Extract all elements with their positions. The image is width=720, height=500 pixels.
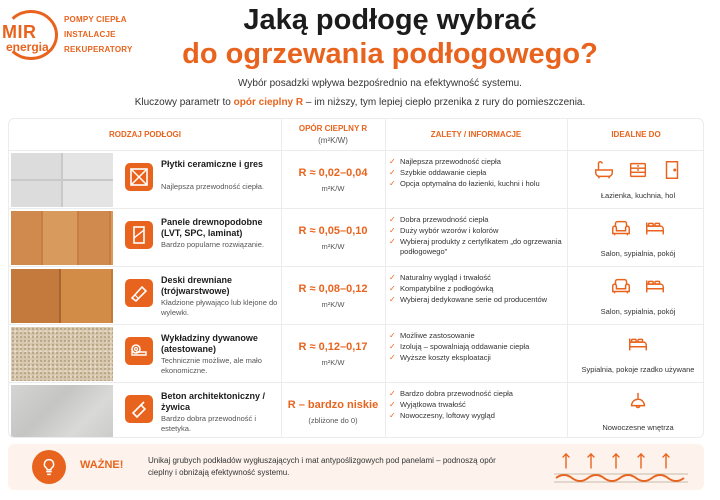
floor-name: Wykładziny dywanowe (atestowane) (161, 333, 258, 354)
list-item (389, 353, 565, 363)
pros-list (389, 273, 565, 306)
check-icon: ✓ (389, 411, 396, 420)
tile-icon (125, 163, 153, 191)
pro-text: Najlepsza przewodność ciepła (400, 157, 501, 166)
flooring-table (8, 118, 704, 438)
header-pros: ZALETY / INFORMACJE (430, 130, 522, 139)
dresser-icon (627, 159, 649, 181)
pendant-lamp-icon (627, 391, 649, 413)
floor-description: Bardzo dobra przewodność i estetyka. (161, 414, 257, 433)
list-item (389, 179, 565, 189)
floor-swatch-concrete (11, 385, 113, 438)
ideal-label: Łazienka, kuchnia, hol (600, 191, 676, 200)
list-item (389, 237, 565, 257)
heating-pipes-illustration (546, 448, 696, 488)
pro-text: Szybkie oddawanie ciepła (400, 168, 487, 177)
ideal-cell (571, 325, 704, 383)
ideal-cell (571, 267, 704, 325)
ideal-cell (571, 383, 704, 438)
ideal-label: Salon, sypialnia, pokój (600, 307, 676, 316)
resistance-value: R ≈ 0,12–0,17 (298, 341, 368, 353)
list-item (389, 400, 565, 410)
list-item (389, 295, 565, 305)
pro-text: Wybieraj produkty z certyfikatem „do ogrzewania podłogowego” (400, 237, 562, 256)
list-item (389, 331, 565, 341)
floor-name: Deski drewniane (trójwarstwowe) (161, 275, 233, 296)
resistance-cell (285, 267, 381, 325)
tagline-line: INSTALACJE (64, 30, 116, 39)
resistance-cell (285, 209, 381, 267)
list-item (389, 284, 565, 294)
resistance-cell (285, 325, 381, 383)
pro-text: Opcja optymalna do łazienki, kuchni i holu (400, 179, 540, 188)
bed-icon (644, 275, 666, 297)
check-icon: ✓ (389, 226, 396, 235)
floor-description: Najlepsza przewodność ciepła. (161, 182, 264, 191)
check-icon: ✓ (389, 342, 396, 351)
room-icons (571, 217, 704, 239)
resistance-unit: (zbliżone do 0) (308, 416, 358, 425)
pro-text: Duży wybór wzorów i kolorów (400, 226, 499, 235)
pros-list (389, 157, 565, 190)
list-item (389, 273, 565, 283)
check-icon: ✓ (389, 353, 396, 362)
header-resistance-unit: (m²K/W) (318, 136, 348, 145)
resistance-value: R – bardzo niskie (287, 399, 379, 411)
page-title: Jaką podłogę wybrać (243, 4, 537, 36)
subtitle-text: Kluczowy parametr to (134, 97, 234, 108)
pro-text: Wybieraj dedykowane serie od producentów (400, 295, 548, 304)
check-icon: ✓ (389, 179, 396, 188)
logo-text-energia: energia (6, 40, 49, 54)
ideal-label: Salon, sypialnia, pokój (600, 249, 676, 258)
header-resistance (281, 119, 385, 151)
table-row (9, 325, 704, 383)
pro-text: Dobra przewodność ciepła (400, 215, 489, 224)
pro-text: Wyższe koszty eksploatacji (400, 353, 491, 362)
ideal-label: Sypialnia, pokoje rzadko używane (581, 365, 695, 374)
resistance-unit: m²K/W (321, 242, 345, 251)
floor-swatch-carpet (11, 327, 113, 381)
check-icon: ✓ (389, 273, 396, 282)
room-icons (571, 391, 704, 413)
check-icon: ✓ (389, 400, 396, 409)
bed-icon (644, 217, 666, 239)
door-icon (661, 159, 683, 181)
armchair-icon (610, 275, 632, 297)
resistance-unit: m²K/W (321, 184, 345, 193)
table-row (9, 267, 704, 325)
table-header (9, 119, 704, 151)
floor-swatch-wood (11, 269, 113, 323)
subtitle: Wybór posadzki wpływa bezpośrednio na efektywność systemu. (238, 78, 522, 89)
list-item (389, 215, 565, 225)
bathtub-icon (593, 159, 615, 181)
list-item (389, 411, 565, 421)
pros-list (389, 215, 565, 258)
list-item (389, 389, 565, 399)
check-icon: ✓ (389, 331, 396, 340)
resistance-unit: m²K/W (321, 300, 345, 309)
pro-text: Nowoczesny, loftowy wygląd (400, 411, 495, 420)
trowel-icon (125, 395, 153, 423)
subtitle-key-parameter (0, 97, 720, 108)
check-icon: ✓ (389, 389, 396, 398)
bed-icon (627, 333, 649, 355)
room-icons (571, 333, 704, 355)
list-item (389, 157, 565, 167)
carpet-roll-icon (125, 337, 153, 365)
check-icon: ✓ (389, 284, 396, 293)
pro-text: Izolują – spowalniają oddawanie ciepła (400, 342, 530, 351)
list-item (389, 226, 565, 236)
floor-description: Kładzione pływająco lub klejone do wylewki. (161, 298, 278, 317)
ideal-label: Nowoczesne wnętrza (602, 423, 674, 432)
check-icon: ✓ (389, 295, 396, 304)
tagline-line: POMPY CIEPŁA (64, 15, 127, 24)
lightbulb-icon (32, 450, 66, 484)
subtitle-highlight: opór cieplny R (233, 97, 304, 108)
check-icon: ✓ (389, 237, 396, 246)
table-row (9, 151, 704, 209)
check-icon: ✓ (389, 157, 396, 166)
resistance-value: R ≈ 0,08–0,12 (298, 283, 368, 295)
important-note (8, 444, 704, 490)
plank-icon (125, 279, 153, 307)
resistance-value: R ≈ 0,02–0,04 (298, 167, 368, 179)
resistance-cell (285, 151, 381, 209)
header-resistance-label: OPÓR CIEPLNY R (298, 124, 368, 133)
pros-list (389, 389, 565, 422)
floor-description: Bardzo popularne rozwiązanie. (161, 240, 264, 249)
logo-text-mir: MIR (2, 22, 37, 42)
ideal-cell (571, 151, 704, 209)
room-icons (571, 159, 704, 181)
pro-text: Naturalny wygląd i trwałość (400, 273, 491, 282)
floor-name: Beton architektoniczny / żywica (161, 391, 266, 412)
note-label: WAŻNE! (80, 459, 124, 471)
header-floor-type: RODZAJ PODŁOGI (108, 130, 181, 139)
pro-text: Bardzo dobra przewodność ciepła (400, 389, 513, 398)
room-icons (571, 275, 704, 297)
tagline-line: REKUPERATORY (64, 45, 133, 54)
table-row (9, 383, 704, 438)
list-item (389, 168, 565, 178)
pro-text: Wyjątkowa trwałość (400, 400, 466, 409)
floor-name: Płytki ceramiczne i gres (161, 159, 264, 169)
table-row (9, 209, 704, 267)
pro-text: Możliwe zastosowanie (400, 331, 475, 340)
pro-text: Kompatybilne z podłogówką (400, 284, 494, 293)
armchair-icon (610, 217, 632, 239)
pros-list (389, 331, 565, 364)
subtitle-text: – im niższy, tym lepiej ciepło przenika z rury do pomieszczenia. (303, 97, 586, 108)
floor-description: Technicznie możliwe, ale mało ekonomiczne. (161, 356, 262, 375)
floor-name: Panele drewnopodobne (LVT, SPC, laminat) (161, 217, 263, 238)
check-icon: ✓ (389, 168, 396, 177)
resistance-value: R ≈ 0,05–0,10 (298, 225, 368, 237)
resistance-unit: m²K/W (321, 358, 345, 367)
list-item (389, 342, 565, 352)
note-text: Unikaj grubych podkładów wygłuszających i mat antypoślizgowych pod panelami – podnoszą opór cieplny i obniżają efektywność systemu. (148, 456, 496, 477)
header-ideal: IDEALNE DO (611, 130, 661, 139)
panel-icon (125, 221, 153, 249)
page-title-accent: do ogrzewania podłogowego? (182, 38, 598, 70)
check-icon: ✓ (389, 215, 396, 224)
resistance-cell (285, 383, 381, 438)
ideal-cell (571, 209, 704, 267)
floor-swatch-tiles (11, 153, 113, 207)
floor-swatch-lvt (11, 211, 113, 265)
